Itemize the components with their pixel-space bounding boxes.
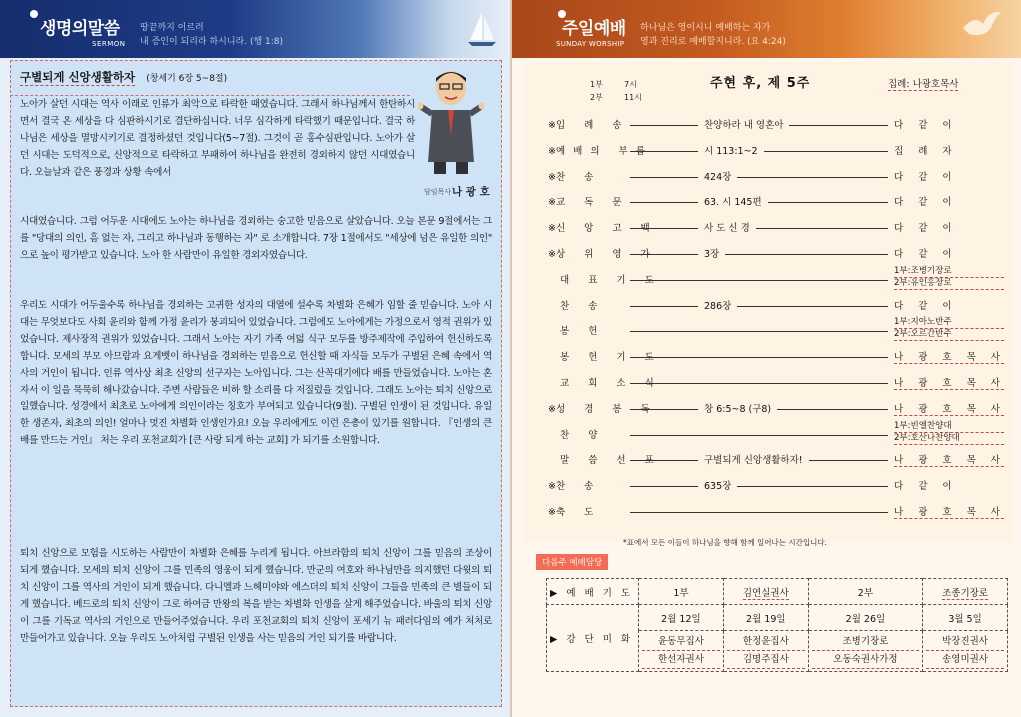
worship-order-leader: 집 례 자 bbox=[894, 145, 958, 157]
worship-header-verse-line2: 영과 진리로 예배할지니라. (요 4:24) bbox=[640, 37, 786, 47]
worship-order-detail: 사 도 신 경 bbox=[698, 220, 756, 234]
worship-order-detail: 286장 bbox=[698, 298, 737, 312]
order-note: *표에서 모든 이들이 하나님을 향해 함께 일어나는 시간입니다. bbox=[623, 538, 827, 547]
service-part: 1부 bbox=[590, 80, 603, 89]
title-divider bbox=[10, 95, 410, 96]
worship-order-row bbox=[548, 143, 1008, 159]
sermon-paragraph-1-continued: 시대였습니다. 그럼 어두운 시대에도 노아는 하나님을 경외하는 숭고한 믿음으로 살았습니다. 오늘 본문 9절에서는 그를 "당대의 의인, 흠 없는 자, 그리고 하나님과 동행하는 자" 로 소개합니다. 7장 1절에서도 "세상에 넘은 유일한 의인" 으로 높이 평가받고 있습니다. 노아 한 사람만이 유일한 경외자였습니다. bbox=[20, 216, 492, 261]
next-week-duty-badge: 다음주 예배담당 bbox=[536, 554, 608, 570]
worship-order-leader-line-item: 1부:지아노반주 bbox=[894, 317, 1004, 329]
worship-header bbox=[512, 0, 1021, 58]
worship-order-leader bbox=[894, 421, 1004, 445]
worship-order-row bbox=[548, 349, 1008, 365]
worship-order-leader: 나 광 호 목 사 bbox=[894, 349, 1004, 364]
sermon-reference: (창세기 6장 5~8절) bbox=[146, 74, 228, 84]
sermon-paragraph-1: 노아가 살던 시대는 역사 이래로 인류가 최악으로 타락한 때였습니다. 그래서 하나님께서 한탄하시면서 결국 온 세상을 다 심판하시기로 결단하십니다. 너무 심각하게 타락했기 때문입니다. 결국 하나님은 세상을 멸망시키기로 결정하셨던 것입니다(5~7절). 그것이 곧 홍수심판입니다. 노아가 살던 시대는 도덕적으로, 신앙적으로 타락하고 부패하여 하나님을 완전히 경외하지 않던 시대였습니다. 오늘날과 같은 풍경과 상황 속에서 bbox=[20, 99, 415, 178]
pastor-name: 나 광 호 bbox=[452, 186, 490, 198]
worship-order-leader-line-item: 1부:빈엘찬양대 bbox=[894, 421, 1004, 433]
worship-order-detail: 구별되게 신앙생활하자! bbox=[698, 452, 809, 466]
worship-order-label bbox=[548, 401, 658, 415]
worship-order-leader-line-item: 2부:유인홍장로 bbox=[894, 278, 1004, 290]
sermon-header-subtitle: SERMON bbox=[92, 40, 126, 48]
duty-prayer-name bbox=[923, 579, 1008, 605]
worship-order-label bbox=[548, 504, 628, 518]
liturgical-week-title: 주현 후, 제 5주 bbox=[710, 76, 811, 91]
worship-order-label-text: 찬 송 bbox=[555, 481, 602, 493]
worship-order-leader: 나 광 호 목 사 bbox=[894, 504, 1004, 519]
worship-order-row bbox=[548, 265, 1008, 288]
dove-icon bbox=[961, 8, 1003, 42]
duty-name: 송영미권사 bbox=[926, 651, 1004, 669]
worship-order-label-text: 상 위 영 가 bbox=[555, 249, 658, 260]
duty-name: 오동숙권사가정 bbox=[812, 651, 919, 669]
worship-order-label-text: 찬 송 bbox=[555, 171, 602, 183]
worship-order-detail: 635장 bbox=[698, 478, 737, 492]
worship-order-label bbox=[548, 323, 628, 337]
duty-prayer-label: ▶ 예 배 기 도 bbox=[547, 579, 639, 605]
worship-order-label-text: 교 회 소 식 bbox=[560, 378, 662, 389]
worship-order-label bbox=[548, 117, 628, 131]
duty-prayer-name bbox=[723, 579, 808, 605]
worship-order-row bbox=[548, 504, 1008, 520]
sermon-paragraph-3: 퇴치 신앙으로 모험을 시도하는 사람만이 차별화 은혜를 누리게 됩니다. 아브라함의 퇴치 신앙이 그를 믿음의 조상이 되게 했습니다. 모세의 퇴치 신앙이 그를 민족의 영웅이 되게 했습니다. 만군의 여호와 하나님만을 의지했던 다윗의 퇴치 신앙이 그를 역사의 거인이 되게 했습니다. 다니엘과 느헤미야와 에스더의 퇴치 신앙이 그들을 민족의 큰 별들이 되게 했습니다. 베드로의 퇴치 신앙이 그로 하여금 만왕의 복을 받는 차별화 인생을 살게 해주었습니다. 바울의 퇴치 신앙이 그를 기독교 역사의 거인으로 만들어주었습니다. 우리 포천교회의 퇴치 신앙이 포세기 뉴 패러다임의 예가 처처로 만들어가고 있습니다. 오늘 우리도 노아처럼 구별된 인생을 사는 믿음의 거인 되기를 바랍니다. bbox=[20, 548, 492, 644]
sermon-header-title: 생명의말씀 bbox=[40, 19, 120, 39]
worship-order-leader: 다 같 이 bbox=[894, 481, 958, 493]
worship-order-label-text: 말 씀 선 포 bbox=[560, 455, 662, 467]
duty-name: 한정윤집사 bbox=[727, 633, 805, 651]
worship-order-leader-line bbox=[630, 435, 888, 436]
worship-order-label bbox=[548, 169, 628, 183]
worship-order-leader-line-item: 2부:호산나찬양대 bbox=[894, 433, 1004, 445]
worship-order-row bbox=[548, 317, 1008, 340]
header-dot-icon bbox=[30, 10, 38, 18]
sermon-header-verse-line2: 내 증인이 되리라 하시니라. (행 1:8) bbox=[140, 37, 284, 47]
worship-order-label bbox=[548, 375, 662, 389]
service-time: 11시 bbox=[624, 93, 642, 102]
worship-order-leader-line bbox=[630, 512, 888, 513]
worship-order-label-text: 신 앙 고 백 bbox=[555, 223, 658, 235]
duty-cleaning-cell bbox=[639, 631, 724, 672]
worship-order-leader-line bbox=[630, 280, 888, 281]
worship-order-row bbox=[548, 375, 1008, 391]
worship-order-detail: 63. 시 145편 bbox=[698, 194, 768, 208]
duty-cleaning-cell bbox=[923, 631, 1008, 672]
worship-order-row bbox=[548, 478, 1008, 494]
worship-order-leader-line bbox=[630, 383, 888, 384]
worship-order-detail: 창 6:5~8 (구8) bbox=[698, 401, 777, 415]
worship-order-label bbox=[548, 452, 662, 467]
worship-order-label bbox=[548, 272, 662, 286]
standing-mark: ※ bbox=[548, 481, 556, 493]
worship-order-leader-line bbox=[630, 486, 888, 487]
worship-order-row bbox=[548, 169, 1008, 185]
duty-name: 윤동무집사 bbox=[642, 633, 720, 651]
worship-order-label-text: 봉 헌 bbox=[560, 326, 606, 338]
service-part: 2부 bbox=[590, 93, 603, 102]
worship-order-row bbox=[548, 220, 1008, 236]
worship-order-leader: 다 같 이 bbox=[894, 249, 958, 260]
duty-prayer-part: 2부 bbox=[808, 579, 922, 605]
worship-order-leader: 다 같 이 bbox=[894, 120, 958, 131]
worship-order-label bbox=[548, 427, 628, 441]
service-times bbox=[590, 78, 658, 104]
worship-order-leader: 나 광 호 목 사 bbox=[894, 452, 1004, 467]
duty-name: 조병기장로 bbox=[812, 633, 919, 651]
duty-date: 2월 26일 bbox=[808, 605, 922, 631]
duty-cleaning-cell bbox=[808, 631, 922, 672]
worship-order-detail: 시 113:1~2 bbox=[698, 143, 764, 157]
duty-date: 2월 12일 bbox=[639, 605, 724, 631]
worship-order-label-text: 대 표 기 도 bbox=[560, 274, 662, 286]
standing-mark: ※ bbox=[548, 145, 556, 157]
duty-cleaning-label: ▶ 강 단 미 화 bbox=[547, 605, 639, 672]
worship-header-title: 주일예배 bbox=[562, 19, 626, 39]
worship-order-label-text: 봉 헌 기 도 bbox=[560, 352, 662, 364]
worship-order-label-text: 성 경 봉 독 bbox=[555, 403, 658, 415]
sermon-header-verse-line1: 땅끝까지 이르러 bbox=[140, 23, 204, 33]
worship-order-leader: 나 광 호 목 사 bbox=[894, 375, 1004, 390]
worship-order-leader bbox=[894, 317, 1004, 341]
worship-order-label-text: 예배의 부름 bbox=[555, 145, 653, 157]
duty-table bbox=[546, 578, 1008, 672]
worship-order-leader-line bbox=[630, 228, 888, 229]
worship-order-leader-line bbox=[630, 177, 888, 178]
service-time-row bbox=[590, 78, 658, 91]
standing-mark: ※ bbox=[548, 171, 556, 183]
worship-order-leader-line-item: 2부:오르간반주 bbox=[894, 329, 1004, 341]
worship-order-leader-line-item: 1부:조병기장로 bbox=[894, 266, 1004, 278]
worship-order-row bbox=[548, 246, 1008, 262]
standing-mark: ※ bbox=[548, 223, 556, 235]
worship-order-leader-line bbox=[630, 254, 888, 255]
duty-name: 김명주집사 bbox=[727, 651, 805, 669]
sermon-header bbox=[0, 0, 512, 58]
worship-order-label bbox=[548, 298, 628, 312]
worship-order-row bbox=[548, 117, 1008, 133]
standing-mark: ※ bbox=[548, 249, 556, 260]
duty-date: 2월 19일 bbox=[723, 605, 808, 631]
worship-order-row bbox=[548, 420, 1008, 443]
worship-order-label bbox=[548, 143, 653, 157]
standing-mark: ※ bbox=[548, 197, 556, 209]
sermon-paragraph-2: 우리도 시대가 어두울수록 하나님을 경외하는 고귀한 성자의 대열에 설수록 차별화 은혜가 임할 줄 믿습니다. 노아 시대는 무엇보다도 사회 윤리와 함께 가정 윤리가 붕괴되어 있었습니다. 그럼에도 노아에게는 가정으로서 영적 권위가 있었습니다. 제사장적 권위가 있었습니다. 그래서 노아는 자기 가족 여덟 식구 모두를 방주제작에 주입하여 헌신하도록 합니다. 모세의 부모 아므람과 요게벳이 하나님을 경외하는 믿음으로 헌신할 때 자식들 모두가 구별된 은혜 속에서 역사의 거인이 됩니다. 인류 역사상 최초 신앙의 선구자는 노아입니다. 그는 산꼭대기에다 배를 만들었습니다. 노아는 혼자서 이 일을 묵묵히 해나갔습니다. 주변 사람들은 비하 할 소리를 다 저질렀을 것입니다. 그래도 노아는 퇴치 신앙으로 일했습니다. 성경에서 최초로 노아에게 의인이라는 칭호가 부여되고 있습니다(9절). 구별된 인생이 된 것입니다. 유일한 생존자, 최초의 의인! 얼마나 멋진 차별화 인생인가요! 오늘 우리에게도 이런 은총이 있기를 원합니다. 『인생의 큰 배를 만드는 거인』 처는 우리 포천교회가 [큰 사랑 되게 하는 교회] 가 되기를 소원합니다. bbox=[20, 300, 492, 447]
worship-order-row bbox=[548, 401, 1008, 417]
worship-order-label bbox=[548, 349, 662, 364]
worship-order-label-text: 교 독 문 bbox=[555, 197, 630, 209]
pastor-caricature-icon bbox=[418, 66, 484, 176]
sermon-title: 구별되게 신앙생활하자 bbox=[20, 70, 136, 84]
worship-order-label bbox=[548, 220, 658, 235]
duty-name: 박장진권사 bbox=[926, 633, 1004, 651]
worship-order-label-text: 찬 양 bbox=[560, 429, 606, 441]
duty-name: 김연실권사 bbox=[742, 587, 789, 599]
presider: 집례: 나광호목사 bbox=[888, 76, 958, 91]
worship-order-label bbox=[548, 478, 628, 492]
worship-order-leader: 다 같 이 bbox=[894, 300, 958, 312]
worship-order-leader: 다 같 이 bbox=[894, 171, 958, 183]
worship-order-detail: 3장 bbox=[698, 246, 725, 260]
worship-order-label-text: 축 도 bbox=[555, 507, 602, 518]
pastor-caption: 담임목사 bbox=[424, 188, 452, 196]
worship-order-row bbox=[548, 452, 1008, 468]
worship-order-label bbox=[548, 246, 658, 260]
duty-name: 조종기장로 bbox=[942, 587, 988, 599]
worship-order-leader-line bbox=[630, 331, 888, 332]
worship-order-leader-line bbox=[630, 357, 888, 358]
duty-prayer-row bbox=[547, 579, 1008, 605]
standing-mark: ※ bbox=[548, 507, 556, 518]
worship-order-row bbox=[548, 298, 1008, 314]
worship-order-leader: 다 같 이 bbox=[894, 223, 958, 235]
sermon-title-row bbox=[20, 66, 420, 86]
worship-order-leader bbox=[894, 266, 1004, 290]
worship-order-detail: 424장 bbox=[698, 169, 737, 183]
worship-order-detail: 찬양하라 내 영혼아 bbox=[698, 117, 789, 131]
worship-header-verse-line1: 하나님은 영이시니 예배하는 자가 bbox=[640, 23, 771, 33]
worship-order-leader: 다 같 이 bbox=[894, 197, 958, 209]
sailboat-icon bbox=[462, 8, 502, 52]
worship-order-leader-line bbox=[630, 306, 888, 307]
worship-order-leader: 나 광 호 목 사 bbox=[894, 401, 1004, 416]
worship-order-label-text: 입 례 송 bbox=[555, 120, 630, 131]
worship-order-label-text: 찬 송 bbox=[560, 300, 606, 312]
standing-mark: ※ bbox=[548, 403, 556, 415]
worship-header-subtitle: SUNDAY WORSHIP bbox=[556, 40, 625, 48]
worship-order-label bbox=[548, 194, 628, 208]
duty-date: 3월 5일 bbox=[923, 605, 1008, 631]
duty-cleaning-cell bbox=[723, 631, 808, 672]
duty-name: 한선자권사 bbox=[642, 651, 720, 669]
worship-order-row bbox=[548, 194, 1008, 210]
standing-mark: ※ bbox=[548, 120, 556, 131]
service-time: 7시 bbox=[624, 80, 637, 89]
duty-prayer-part: 1부 bbox=[639, 579, 724, 605]
duty-dates-row bbox=[547, 605, 1008, 631]
service-time-row bbox=[590, 91, 658, 104]
